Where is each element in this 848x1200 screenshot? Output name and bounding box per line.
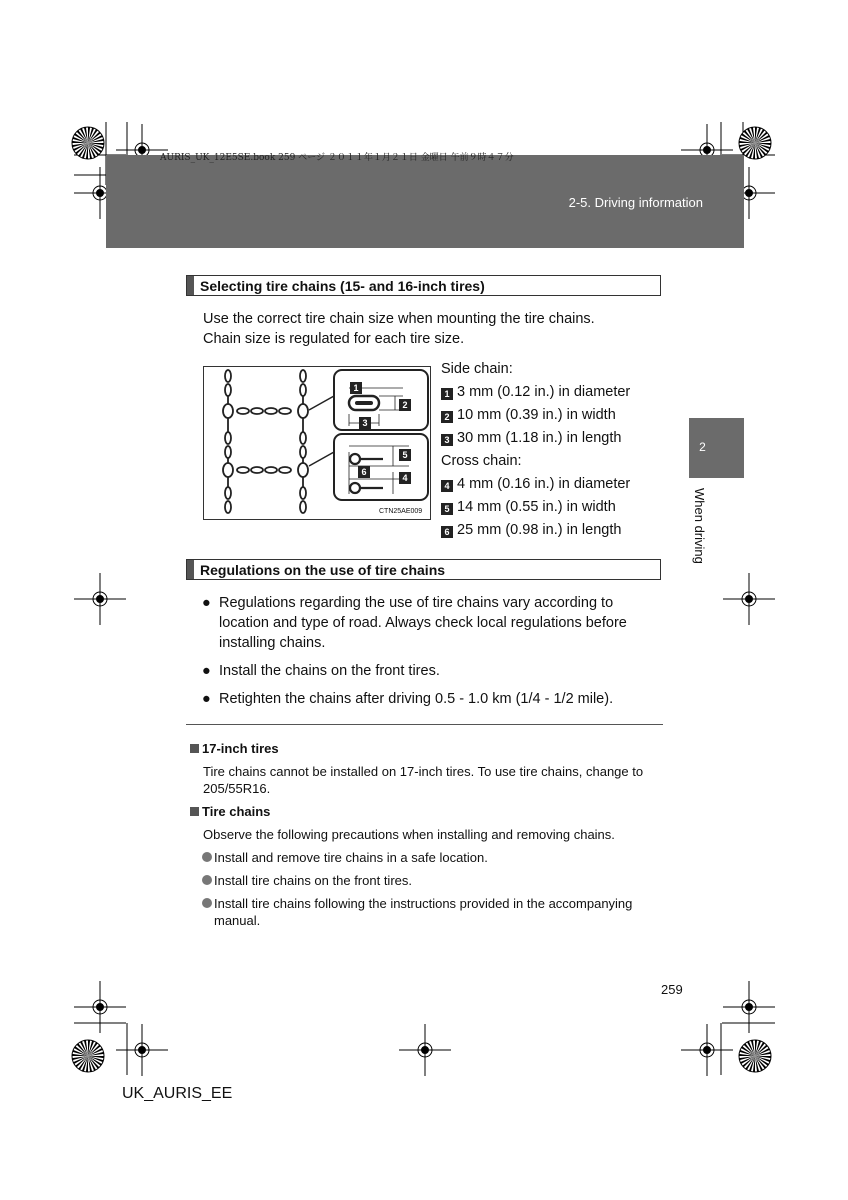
spec-text-3: 30 mm (1.18 in.) in length — [457, 430, 622, 446]
intro-line-1: Use the correct tire chain size when mounting the tire chains. — [203, 311, 595, 327]
square-bullet-icon — [190, 744, 199, 753]
registration-crosshair-icon — [74, 981, 126, 1033]
note-bullet-3 — [202, 895, 662, 929]
section-divider — [186, 724, 663, 725]
heading-text: Selecting tire chains (15- and 16-inch tires) — [200, 278, 485, 294]
cross-chain-label: Cross chain: — [441, 453, 522, 469]
chapter-number: 2 — [699, 440, 706, 454]
bullet-text: Retighten the chains after driving 0.5 - 1.0 km (1/4 - 1/2 mile). — [219, 691, 614, 707]
registration-crosshair-icon — [723, 981, 775, 1033]
chain-spec-list — [441, 358, 630, 542]
marker-5: 5 — [441, 503, 453, 515]
section-heading-tire-chains — [186, 275, 661, 296]
marker-6: 6 — [441, 526, 453, 538]
spec-item-4 — [441, 473, 630, 496]
note-bullet-text: Install and remove tire chains in a safe location. — [214, 850, 488, 865]
registration-crosshair-icon — [74, 573, 126, 625]
note-heading-17-inch — [190, 741, 279, 756]
spec-text-2: 10 mm (0.39 in.) in width — [457, 407, 616, 423]
callout-marker-3: 3 — [359, 417, 371, 429]
callout-marker-5: 5 — [399, 449, 411, 461]
spec-text-1: 3 mm (0.12 in.) in diameter — [457, 384, 631, 400]
bullet-text: Install the chains on the front tires. — [219, 663, 440, 679]
registration-sunburst-icon — [72, 1040, 104, 1072]
section-heading-regulations — [186, 559, 661, 580]
note-bullet-text: Install tire chains on the front tires. — [214, 873, 412, 888]
registration-sunburst-icon — [72, 127, 104, 159]
spec-text-5: 14 mm (0.55 in.) in width — [457, 499, 616, 515]
note-heading-tire-chains — [190, 804, 270, 819]
chapter-label: When driving — [692, 488, 707, 564]
spec-item-2 — [441, 404, 630, 427]
bullet-dot-icon — [202, 852, 212, 862]
regulation-bullet-3 — [202, 689, 662, 709]
registration-crosshair-icon — [399, 1024, 451, 1076]
bullet-dot-icon: ● — [202, 663, 211, 679]
chain-illustration — [203, 366, 431, 520]
marker-2: 2 — [441, 411, 453, 423]
marker-4: 4 — [441, 480, 453, 492]
regulation-bullet-1 — [202, 593, 662, 653]
tire-chain-diagram — [203, 366, 431, 520]
spec-item-5 — [441, 496, 630, 519]
note-text-17-inch: Tire chains cannot be installed on 17-inch tires. To use tire chains, change to 205/55R16. — [203, 764, 644, 796]
note-bullet-2 — [202, 872, 662, 889]
bullet-dot-icon: ● — [202, 595, 211, 611]
regulation-bullet-2 — [202, 661, 662, 681]
spec-text-6: 25 mm (0.98 in.) in length — [457, 522, 622, 538]
intro-line-2: Chain size is regulated for each tire size. — [203, 331, 465, 347]
spec-item-1 — [441, 381, 630, 404]
registration-crosshair-icon — [723, 573, 775, 625]
registration-crosshair-icon — [116, 1024, 168, 1076]
callout-marker-6: 6 — [358, 466, 370, 478]
heading-text: Regulations on the use of tire chains — [200, 562, 446, 578]
note-bullet-1 — [202, 849, 662, 866]
section-title: 2-5. Driving information — [568, 195, 703, 210]
note-bullet-text: Install tire chains following the instructions provided in the accompanying manual. — [214, 896, 633, 928]
callout-marker-4: 4 — [399, 472, 411, 484]
callout-marker-2: 2 — [399, 399, 411, 411]
print-metadata: AURIS_UK_12E5SE.book 259 ページ ２０１１年１月２１日 金曜日 午前９時４７分 — [160, 153, 514, 163]
marker-1: 1 — [441, 388, 453, 400]
footer-code: UK_AURIS_EE — [122, 1085, 233, 1102]
side-chain-label: Side chain: — [441, 361, 513, 377]
figure-code: CTN25AE009 — [379, 508, 423, 515]
marker-3: 3 — [441, 434, 453, 446]
note-title: Tire chains — [202, 804, 271, 819]
spec-item-3 — [441, 427, 630, 450]
note-intro-tire-chains: Observe the following precautions when installing and removing chains. — [203, 827, 615, 842]
registration-crosshair-icon — [681, 1024, 733, 1076]
spec-text-4: 4 mm (0.16 in.) in diameter — [457, 476, 631, 492]
callout-marker-1: 1 — [350, 382, 362, 394]
note-title: 17-inch tires — [202, 741, 279, 756]
page-number: 259 — [661, 982, 683, 997]
registration-sunburst-icon — [739, 1040, 771, 1072]
spec-item-6 — [441, 519, 630, 542]
bullet-dot-icon: ● — [202, 691, 211, 707]
bullet-dot-icon — [202, 875, 212, 885]
bullet-text: Regulations regarding the use of tire chains vary according to location and type of road. Always check local regulations before installing chains. — [219, 595, 627, 651]
square-bullet-icon — [190, 807, 199, 816]
bullet-dot-icon — [202, 898, 212, 908]
